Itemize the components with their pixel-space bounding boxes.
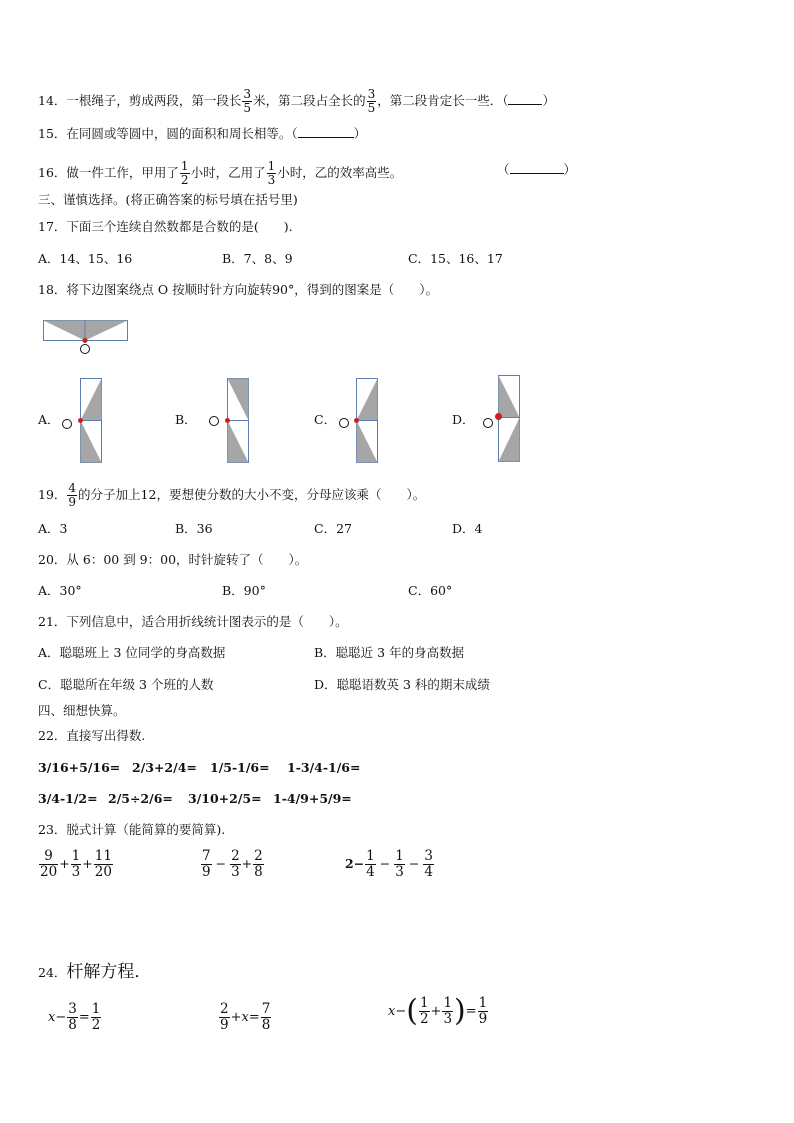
calc-expression-1: $\frac{9}{20}$ + $\frac{1}{3}$ + $\frac{11}{20}$ — [40, 848, 112, 880]
fraction: $\frac{4}{9}$ — [68, 481, 77, 509]
calc-item: 1/5-1/6= — [210, 760, 270, 775]
option-19-d[interactable]: D．4 — [452, 521, 483, 536]
pivot-dot — [83, 338, 88, 343]
calc-item: 3/16+5/16= — [38, 760, 121, 775]
point-o-circle — [81, 345, 90, 354]
option-20-b[interactable]: B．90° — [222, 583, 266, 598]
question-24: 24．杆解方程． — [38, 962, 152, 982]
calc-item: 1-4/9+5/9= — [273, 791, 352, 806]
answer-blank[interactable] — [510, 161, 564, 174]
question-21: 21．下列信息中，适合用折线统计图表示的是（ ）。 — [38, 614, 348, 629]
question-23: 23．脱式计算（能简算的要简算). — [38, 822, 226, 837]
calc-item: 1-3/4-1/6= — [287, 760, 361, 775]
equation-1: x− $\frac{3}{8}$ = $\frac{1}{2}$ — [48, 1001, 101, 1033]
calc-expression-2: $\frac{7}{9}$ − $\frac{2}{3}$ + $\frac{2}{8}$ — [202, 848, 263, 880]
option-21-d[interactable]: D．聪聪语数英 3 科的期末成绩 — [314, 677, 490, 692]
option-21-b[interactable]: B．聪聪近 3 年的身高数据 — [314, 645, 465, 660]
question-14: 14．一根绳子，剪成两段，第一段长 $\frac{3}{5}$ 米，第二段占全长的 $\frac{3}{5}$ ，第二段肯定长一些．（ ） — [38, 87, 555, 115]
option-18-a[interactable]: A． — [38, 412, 60, 427]
equation-2: $\frac{2}{9}$ +x= $\frac{7}{8}$ — [220, 1001, 271, 1033]
option-18-c[interactable]: C． — [314, 412, 337, 427]
rotation-figure-option-a[interactable] — [60, 378, 110, 464]
question-22: 22．直接写出得数. — [38, 728, 146, 743]
option-18-d[interactable]: D． — [452, 412, 475, 427]
option-17-b[interactable]: B．7、8、9 — [222, 251, 293, 266]
option-19-c[interactable]: C．27 — [314, 521, 352, 536]
calc-item: 3/10+2/5= — [188, 791, 262, 806]
option-17-a[interactable]: A．14、15、16 — [38, 251, 133, 266]
calc-item: 2/3+2/4= — [132, 760, 197, 775]
option-21-c[interactable]: C．聪聪所在年级 3 个班的人数 — [38, 677, 214, 692]
option-20-c[interactable]: C．60° — [408, 583, 453, 598]
option-21-a[interactable]: A．聪聪班上 3 位同学的身高数据 — [38, 645, 226, 660]
section-3-heading: 三、谨慎选择。(将正确答案的标号填在括号里) — [38, 192, 298, 207]
option-20-a[interactable]: A．30° — [38, 583, 82, 598]
option-19-a[interactable]: A．3 — [38, 521, 68, 536]
fraction: $\frac{3}{5}$ — [243, 87, 252, 115]
question-15: 15．在同圆或等圆中，圆的面积和周长相等。（ ） — [38, 126, 367, 141]
answer-blank[interactable] — [298, 125, 354, 138]
question-16: 16．做一件工作，甲用了 $\frac{1}{2}$ 小时，乙用了 $\frac{1}{3}$ 小时，乙的效率高些。 — [38, 159, 403, 187]
fraction: $\frac{1}{3}$ — [267, 159, 276, 187]
question-20: 20．从 6：00 到 9：00，时针旋转了（ ）。 — [38, 552, 308, 567]
question-17: 17．下面三个连续自然数都是合数的是( ). — [38, 219, 293, 234]
answer-blank[interactable] — [508, 92, 542, 105]
question-19: 19． $\frac{4}{9}$ 的分子加上12，要想使分数的大小不变，分母应该乘（ ）。 — [38, 481, 426, 509]
option-17-c[interactable]: C．15、16、17 — [408, 251, 503, 266]
calc-expression-3: 2− $\frac{1}{4}$ − $\frac{1}{3}$ − $\frac{3}{4}$ — [345, 848, 433, 880]
option-18-b[interactable]: B． — [175, 412, 197, 427]
rotation-figure-original — [43, 320, 133, 360]
answer-bracket-16: （ ） — [497, 162, 577, 177]
equation-3: x−( $\frac{1}{2}$ + $\frac{1}{3}$ )= $\frac{1}{9}$ — [388, 993, 488, 1029]
calc-item: 3/4-1/2= — [38, 791, 98, 806]
rotation-figure-option-d[interactable] — [478, 375, 528, 465]
question-18: 18．将下边图案绕点 O 按顺时针方向旋转90°，得到的图案是（ ）。 — [38, 282, 439, 297]
fraction: $\frac{1}{2}$ — [180, 159, 189, 187]
section-4-heading: 四、细想快算。 — [38, 703, 126, 718]
fraction: $\frac{3}{5}$ — [367, 87, 376, 115]
calc-item: 2/5÷2/6= — [108, 791, 173, 806]
rotation-figure-option-c[interactable] — [337, 378, 387, 464]
rotation-figure-option-b[interactable] — [205, 378, 255, 464]
option-19-b[interactable]: B．36 — [175, 521, 213, 536]
